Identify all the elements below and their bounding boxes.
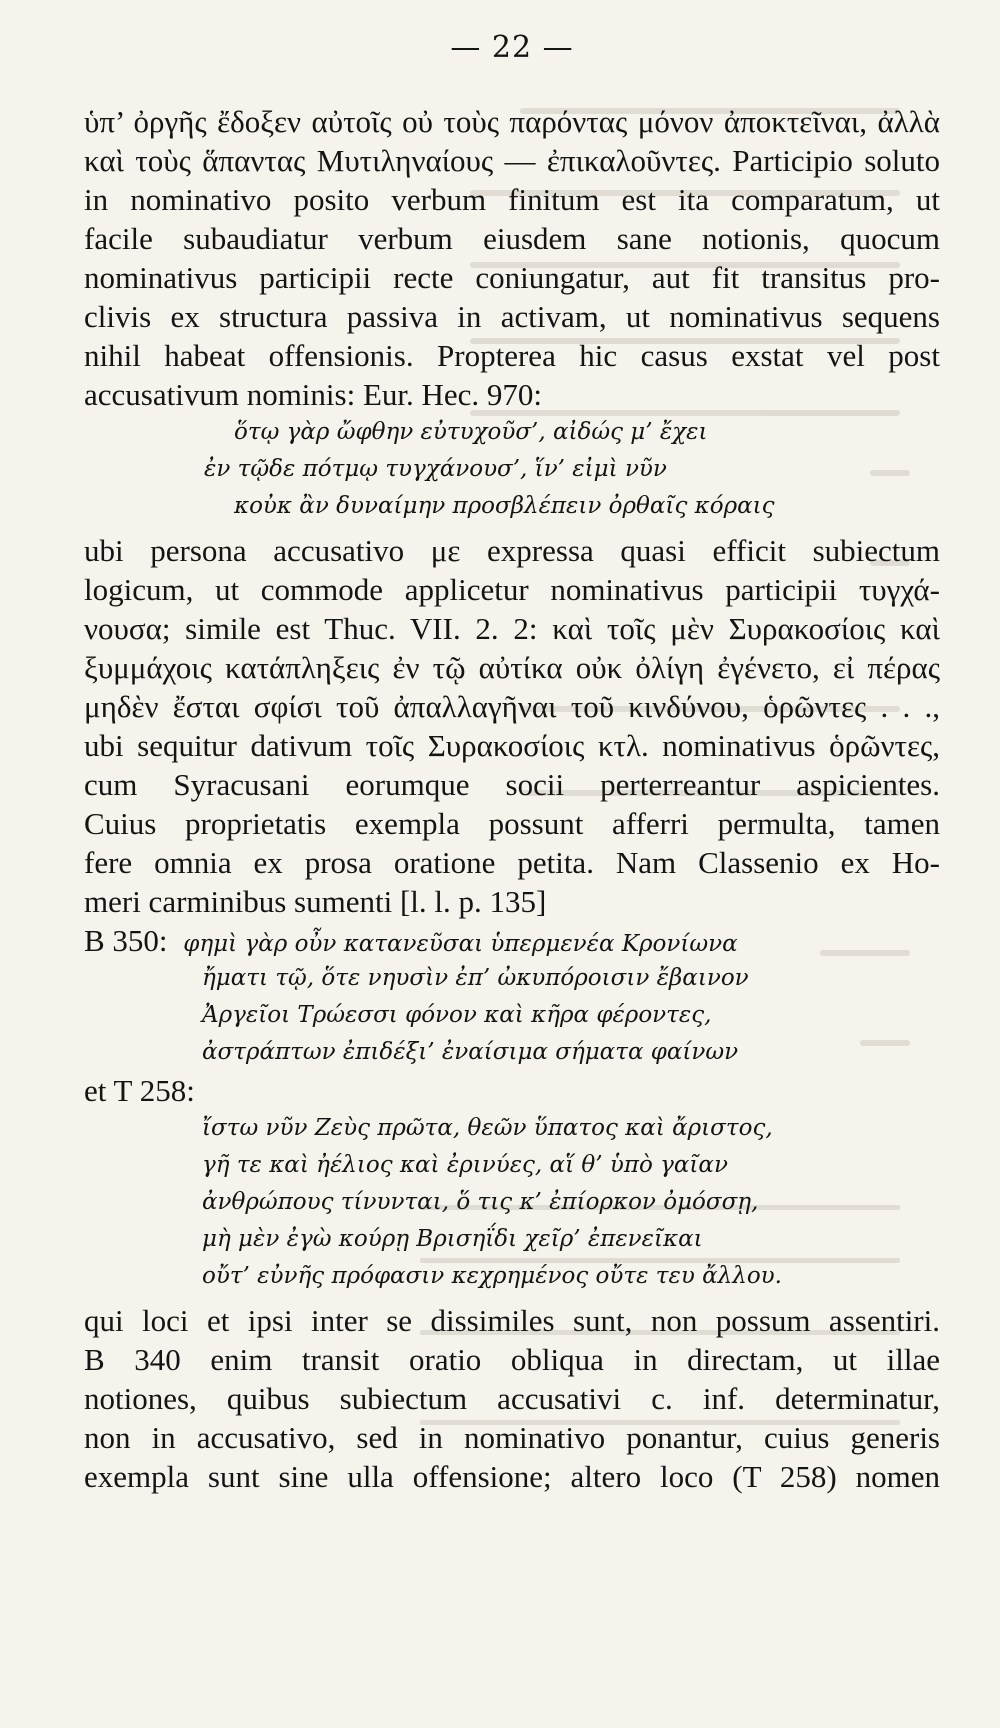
- text-line: facile subaudiatur verbum eiusdem sane notionis, quocum: [84, 221, 940, 256]
- text-line: in nominativo posito verbum finitum est ita comparatum, ut: [84, 182, 940, 217]
- quote-homer-b350: [84, 921, 940, 1071]
- text-line: nihil habeat offensionis. Propterea hic casus exstat vel post: [84, 338, 940, 373]
- verse-line: κοὐκ ἂν δυναίμην προσβλέπειν ὀρθαῖς κόραις: [234, 493, 775, 519]
- text-line: logicum, ut commode applicetur nominativus participii τυγχά-: [84, 572, 940, 607]
- text-line: B 340 enim transit oratio obliqua in directam, ut illae: [84, 1342, 940, 1377]
- text-line: μηδὲν ἔσται σφίσι τοῦ ἀπαλλαγῆναι τοῦ κινδύνου, ὁρῶντες . . .,: [84, 689, 940, 724]
- text-line: clivis ex structura passiva in activam, ut nominativus sequens: [84, 299, 940, 334]
- verse-line: Ἀργεῖοι Τρώεσσι φόνον καὶ κῆρα φέροντες,: [202, 1002, 712, 1028]
- text-line: ubi persona accusativo με expressa quasi efficit subiectum: [84, 533, 940, 568]
- quote-label: B 350:: [84, 923, 168, 958]
- paragraph-1: [84, 102, 940, 414]
- paragraph-3: [84, 1301, 940, 1496]
- book-page: [84, 28, 940, 1496]
- text-line: ξυμμάχοις κατάπληξεις ἐν τῷ αὐτίκα οὐκ ὀλίγη ἐγένετο, εἰ πέρας: [84, 650, 940, 685]
- page-number: — 22 —: [450, 30, 574, 65]
- text-line: Cuius proprietatis exempla possunt afferri permulta, tamen: [84, 806, 940, 841]
- text-line: fere omnia ex prosa oratione petita. Nam Classenio ex Ho-: [84, 845, 940, 880]
- verse-line: ἀνθρώπους τίνυνται, ὅ τις κ’ ἐπίορκον ὀμόσσῃ,: [202, 1189, 759, 1215]
- verse-line: [84, 921, 940, 960]
- text-line: non in accusativo, sed in nominativo ponantur, cuius generis: [84, 1420, 940, 1455]
- verse-line: ἐν τῷδε πότμῳ τυγχάνουσ’, ἵν’ εἰμὶ νῦν: [204, 456, 667, 482]
- quote-homer-t258: [84, 1071, 940, 1295]
- verse-line: ἤματι τῷ, ὅτε νηυσὶν ἐπ’ ὠκυπόροισιν ἔβαινον: [202, 965, 749, 991]
- text-line: καὶ τοὺς ἅπαντας Μυτιληναίους — ἐπικαλοῦντες. Participio soluto: [84, 143, 940, 178]
- verse-text: φημὶ γὰρ οὖν κατανεῦσαι ὑπερμενέα Κρονίωνα: [183, 931, 738, 957]
- text-line: nominativus participii recte coniungatur, aut fit transitus pro-: [84, 260, 940, 295]
- text-line: notiones, quibus subiectum accusativi c. inf. determinatur,: [84, 1381, 940, 1416]
- text-line: νουσα; simile est Thuc. VII. 2. 2: καὶ τοῖς μὲν Συρακοσίοις καὶ: [84, 611, 940, 646]
- text-line: ubi sequitur dativum τοῖς Συρακοσίοις κτλ. nominativus ὁρῶντες,: [84, 728, 940, 763]
- verse-line: ὅτῳ γὰρ ὤφθην εὐτυχοῦσ’, αἰδώς μ’ ἔχει: [234, 419, 708, 445]
- verse-line: μὴ μὲν ἐγὼ κούρῃ Βρισηΐδι χεῖρ’ ἐπενεῖκαι: [202, 1226, 703, 1252]
- verse-line: ἀστράπτων ἐπιδέξι’ ἐναίσιμα σήματα φαίνων: [202, 1039, 739, 1065]
- text-line: cum Syracusani eorumque socii perterreantur aspicientes.: [84, 767, 940, 802]
- verse-line: γῆ τε καὶ ἠέλιος καὶ ἐρινύες, αἵ θ’ ὑπὸ γαῖαν: [202, 1152, 728, 1178]
- text-line: accusativum nominis: Eur. Hec. 970:: [84, 377, 543, 412]
- quote-eur-hec: [84, 414, 940, 525]
- text-line: meri carminibus sumenti [l. l. p. 135]: [84, 884, 547, 919]
- text-line: qui loci et ipsi inter se dissimiles sunt, non possum assentiri.: [84, 1303, 940, 1338]
- verse-line: ἴστω νῦν Ζεὺς πρῶτα, θεῶν ὕπατος καὶ ἄριστος,: [202, 1115, 773, 1141]
- text-line: ὑπ’ ὀργῆς ἔδοξεν αὐτοῖς οὐ τοὺς παρόντας μόνον ἀποκτεῖναι, ἀλλὰ: [84, 104, 940, 139]
- verse-line: οὔτ’ εὐνῆς πρόφασιν κεχρημένος οὔτε τευ ἄλλου.: [202, 1263, 782, 1289]
- paragraph-2: [84, 531, 940, 921]
- quote-label: et T 258:: [84, 1073, 195, 1108]
- text-line: exempla sunt sine ulla offensione; altero loco (T 258) nomen: [84, 1459, 940, 1494]
